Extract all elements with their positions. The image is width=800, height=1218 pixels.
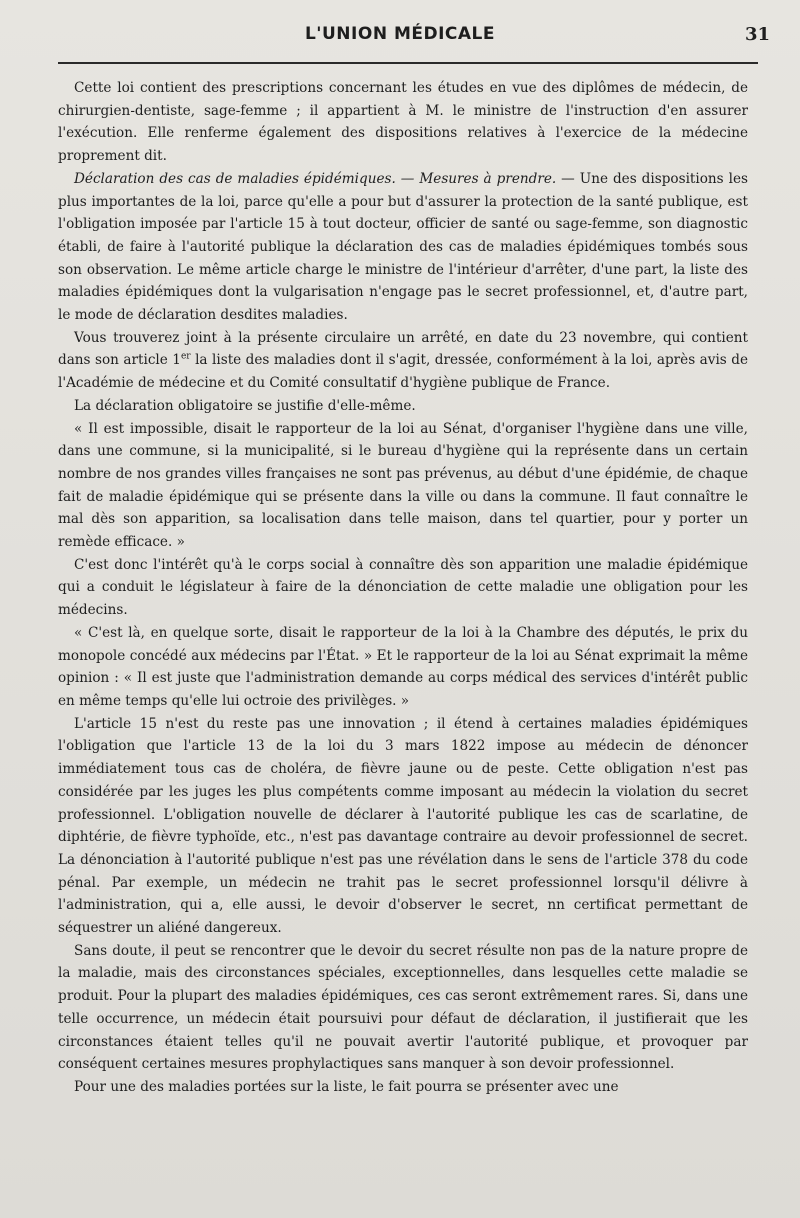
- page-number: 31: [744, 24, 770, 45]
- paragraph-2: [58, 168, 748, 327]
- paragraph-10: Pour une des maladies portées sur la liste, le fait pourra se présenter avec une: [74, 1078, 619, 1095]
- paragraph-1: Cette loi contient des prescriptions concernant les études en vue des diplômes de médecin, de chirurgien-dentiste, sage-femme ; il appartient à M. le ministre de l'instruction d'en assurer l'exécution. Elle renferme également des dispositions relatives à l'exercice de la médecine proprement dit.: [58, 80, 748, 165]
- paragraph-7: « C'est là, en quelque sorte, disait le rapporteur de la loi à la Chambre des députés, le prix du monopole concédé aux médecins par l'État. » Et le rapporteur de la loi au Sénat exprimait la même opinion : « Il est juste que l'administration demande au corps médical des services d'intérêt public en même temps qu'elle lui octroie des privilèges. »: [58, 624, 748, 709]
- journal-title: L'UNION MÉDICALE: [304, 24, 496, 44]
- superscript-er: er: [180, 351, 191, 362]
- paragraph-8: L'article 15 n'est du reste pas une innovation ; il étend à certaines maladies épidémiques l'obligation que l'article 13 de la loi du 3 mars 1822 impose au médecin de dénoncer immédiatement tous cas de choléra, de fièvre jaune ou de peste. Cette obligation n'est pas considérée par les juges les plus compétents comme imposant au médecin la violation du secret professionnel. L'obligation nouvelle de déclarer à l'autorité publique les cas de scarlatine, de diphtérie, de fièvre typhoïde, etc., n'est pas davantage contraire au devoir professionnel de secret. La dénonciation à l'autorité publique n'est pas une révélation dans le sens de l'article 378 du code pénal. Par exemple, un médecin ne trahit pas le secret professionnel lorsqu'il délivre à l'administration, qui a, elle aussi, le devoir d'observer le secret, nn certificat permettant de séquestrer un aliéné dangereux.: [58, 715, 748, 937]
- paragraph-5: « Il est impossible, disait le rapporteur de la loi au Sénat, d'organiser l'hygiène dans une ville, dans une commune, si la municipalité, si le bureau d'hygiène qui la représente dans un certain nombre de nos grandes villes françaises ne sont pas prévenus, au début d'une épidémie, de chaque fait de maladie épidémique qui se présente dans la ville ou dans la commune. Il faut connaître le mal dès son apparition, sa localisation dans telle maison, dans tel quartier, pour y porter un remède efficace. »: [58, 420, 748, 551]
- paragraph-4: La déclaration obligatoire se justifie d'elle-même.: [74, 397, 416, 414]
- paragraph-9: Sans doute, il peut se rencontrer que le devoir du secret résulte non pas de la nature propre de la maladie, mais des circonstances spéciales, exceptionnelles, dans lesquelles cette maladie se produit. Pour la plupart des maladies épidémiques, ces cas seront extrêmement rares. Si, dans une telle occurrence, un médecin était poursuivi pour défaut de déclaration, il justifierait que les circonstances étaient telles qu'il ne pouvait avertir l'autorité publique, et provoquer par conséquent certaines mesures prophylactiques sans manquer à son devoir professionnel.: [58, 942, 748, 1073]
- header-rule: [58, 62, 758, 64]
- article-body: [58, 77, 748, 1099]
- paragraph-3: [58, 327, 748, 395]
- section-heading: Déclaration des cas de maladies épidémiques. — Mesures à prendre.: [74, 170, 557, 187]
- paragraph-3-text-a: Vous trouverez joint à la présente circulaire un arrêté, en date du 23 novembre, qui contient dans son article 1: [58, 329, 748, 369]
- paragraph-2-text: — Une des dispositions les plus importantes de la loi, parce qu'elle a pour but d'assurer la protection de la santé publique, est l'obligation imposée par l'article 15 à tout docteur, officier de santé ou sage-femme, son diagnostic établi, de faire à l'autorité publique la déclaration des cas de maladies épidémiques tombés sous son observation. Le même article charge le ministre de l'intérieur d'arrêter, d'une part, la liste des maladies épidémiques dont la vulgarisation n'engage pas le secret professionnel, et, d'autre part, le mode de déclaration desdites maladies.: [58, 170, 748, 324]
- paragraph-3-text-b: la liste des maladies dont il s'agit, dressée, conformément à la loi, après avis de l'Académie de médecine et du Comité consultatif d'hygiène publique de France.: [58, 352, 749, 392]
- paragraph-6: C'est donc l'intérêt qu'à le corps social à connaître dès son apparition une maladie épidémique qui a conduit le législateur à faire de la dénonciation de cette maladie une obligation pour les médecins.: [58, 556, 748, 619]
- running-header: [0, 20, 800, 50]
